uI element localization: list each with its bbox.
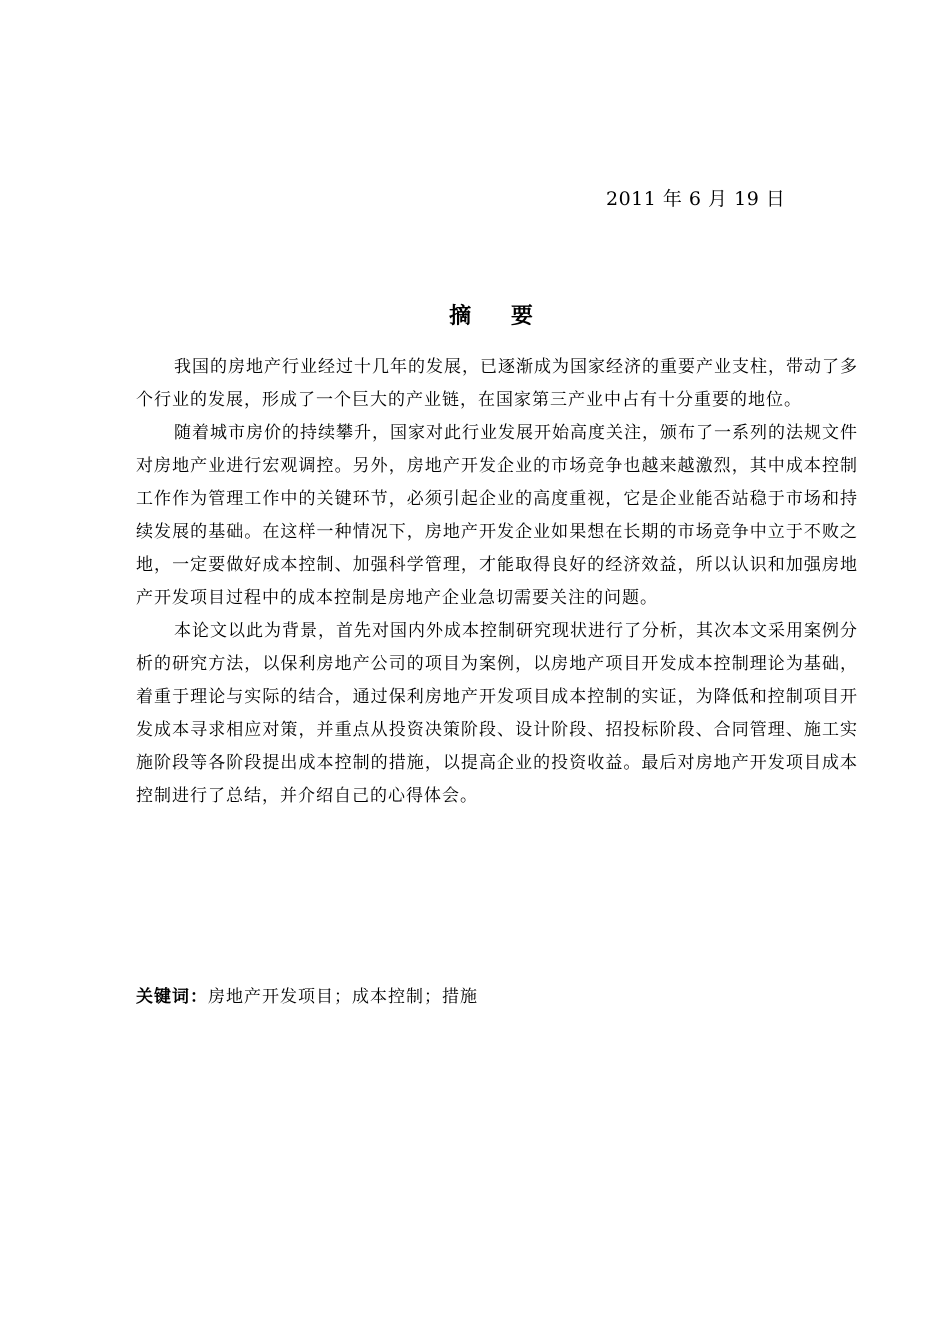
abstract-paragraph: 我国的房地产行业经过十几年的发展，已逐渐成为国家经济的重要产业支柱，带动了多个行业的发展，形成了一个巨大的产业链，在国家第三产业中占有十分重要的地位。: [136, 357, 858, 410]
document-date: 2011 年 6 月 19 日: [606, 188, 786, 210]
abstract-title: 摘 要: [449, 304, 549, 329]
abstract-paragraph: 随着城市房价的持续攀升，国家对此行业发展开始高度关注，颁布了一系列的法规文件对房地产业进行宏观调控。另外，房地产开发企业的市场竞争也越来越激烈，其中成本控制工作作为管理工作中的关键环节，必须引起企业的高度重视，它是企业能否站稳于市场和持续发展的基础。在这样一种情况下，房地产开发企业如果想在长期的市场竞争中立于不败之地，一定要做好成本控制、加强科学管理，才能取得良好的经济效益，所以认识和加强房地产开发项目过程中的成本控制是房地产企业急切需要关注的问题。: [136, 423, 858, 608]
abstract-paragraph: 本论文以此为背景，首先对国内外成本控制研究现状进行了分析，其次本文采用案例分析的研究方法，以保利房地产公司的项目为案例，以房地产项目开发成本控制理论为基础，着重于理论与实际的结合，通过保利房地产开发项目成本控制的实证，为降低和控制项目开发成本寻求相应对策，并重点从投资决策阶段、设计阶段、招投标阶段、合同管理、施工实施阶段等各阶段提出成本控制的措施，以提高企业的投资收益。最后对房地产开发项目成本控制进行了总结，并介绍自己的心得体会。: [136, 621, 858, 806]
keywords-value: 房地产开发项目；成本控制；措施: [208, 987, 478, 1007]
keywords-line: [136, 983, 478, 1011]
keywords-label: 关键词：: [136, 987, 208, 1007]
abstract-body: [136, 351, 858, 813]
